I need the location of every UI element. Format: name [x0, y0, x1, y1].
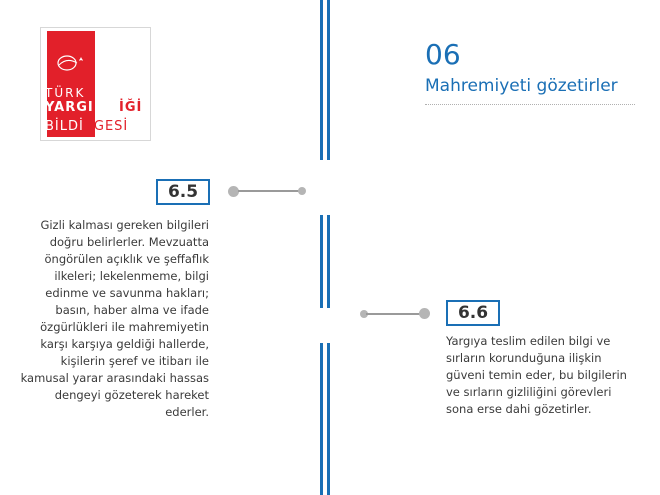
timeline-line-mid-right — [327, 215, 330, 308]
section-number: 06 — [425, 38, 461, 71]
logo-text-line2 — [45, 100, 142, 115]
connector-line — [238, 190, 302, 192]
connector-dot-end — [298, 187, 306, 195]
logo-text-line1: TÜRK — [45, 86, 86, 100]
connector-line — [366, 313, 422, 315]
logo-text-line3 — [45, 119, 128, 134]
crescent-star-icon — [47, 43, 95, 83]
timeline-line-top-left — [320, 0, 323, 160]
timeline-line-bottom-right — [327, 343, 330, 495]
logo-text-line3-tail: RGESİ — [83, 119, 129, 134]
logo-text-line2-main: YARGI ET — [45, 100, 120, 115]
item-number-badge: 6.5 — [156, 179, 210, 205]
timeline-line-top-right — [327, 0, 330, 160]
logo-text-line3-main: BİLDİ — [45, 119, 84, 134]
item-paragraph: Gizli kalması gereken bilgileri doğru belirlerler. Mevzuatta öngörülen açıklık ve şeffaflık ilkeleri; lekelenmeme, bilgi edinme ve savunma hakları; basın, haber alma ve ifade özgürlükleri ile mahremiyetin karşı karşıya geldiği hallerde, kişilerin şeref ve itibarı ile kamusal yarar arasındaki hassas dengeyi gözeterek hareket ederler. — [20, 218, 209, 419]
title-divider — [425, 104, 635, 105]
logo — [40, 27, 151, 141]
timeline-line-mid-left — [320, 215, 323, 308]
item-number-badge: 6.6 — [446, 300, 500, 326]
connector-dot-end — [419, 308, 430, 319]
item-paragraph: Yargıya teslim edilen bilgi ve sırların korunduğuna ilişkin güveni temin eder, bu bilgilerin ve sırların gizliliğini görevleri sona erse dahi gözetirler. — [446, 334, 627, 416]
timeline-line-bottom-left — [320, 343, 323, 495]
section-title: Mahremiyeti gözetirler — [425, 76, 618, 96]
logo-text-line2-tail: İĞİ — [119, 100, 143, 115]
